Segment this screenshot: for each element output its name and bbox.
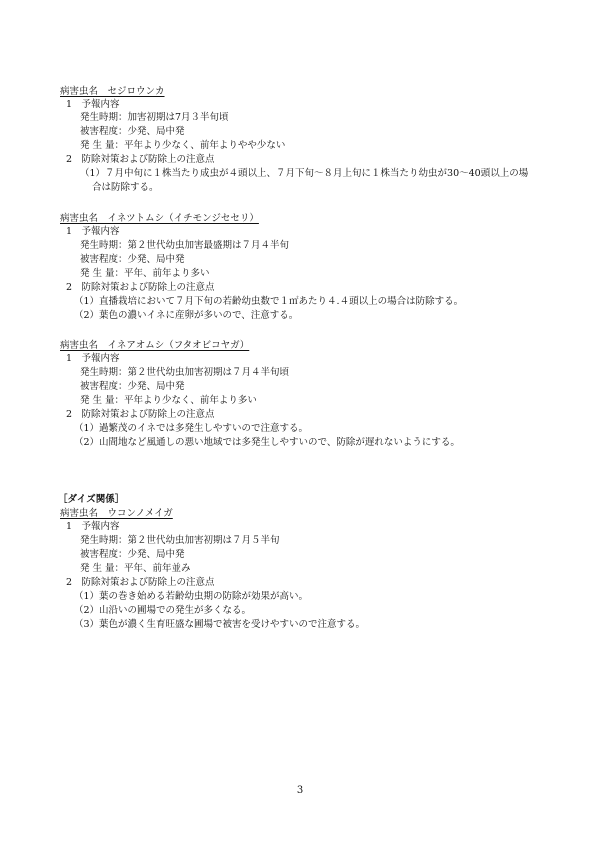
page-number: 3 bbox=[296, 785, 304, 796]
countermeasure-line: （2）山間地など風通しの悪い地域では多発生しやすいので、防除が遅れないようにする。 bbox=[74, 437, 460, 448]
forecast-line: 被害程度：少発、局中発 bbox=[80, 381, 185, 392]
category-heading: ［ダイズ関係］ bbox=[58, 494, 125, 505]
pest-heading: 病害虫名 セジロウンカ bbox=[60, 86, 165, 97]
forecast-line: 被害程度：少発、局中発 bbox=[80, 549, 185, 560]
countermeasure-line: （3）葉色が濃く生育旺盛な圃場で被害を受けやすいので注意する。 bbox=[74, 619, 366, 630]
forecast-line: 発生時期：第２世代幼虫加害初期は７月５半旬 bbox=[80, 535, 280, 546]
item-title: 2 防除対策および防除上の注意点 bbox=[66, 577, 215, 588]
item-title: 2 防除対策および防除上の注意点 bbox=[66, 154, 215, 165]
forecast-line: 発生時期：第２世代幼虫加害最盛期は７月４半旬 bbox=[80, 240, 290, 251]
forecast-line: 発 生 量：平年、前年並み bbox=[80, 563, 191, 574]
forecast-line: 発生時期：加害初期は7月３半旬頃 bbox=[80, 112, 229, 123]
forecast-line: 発 生 量：平年より少なく、前年より多い bbox=[80, 395, 257, 406]
item-title: 1 予報内容 bbox=[66, 99, 120, 110]
countermeasure-line: （1）直播栽培において７月下旬の若齢幼虫数で１㎡あたり４.４頭以上の場合は防除する。 bbox=[74, 296, 464, 307]
forecast-line: 被害程度：少発、局中発 bbox=[80, 254, 185, 265]
countermeasure-line: （2）山沿いの圃場での発生が多くなる。 bbox=[74, 605, 252, 616]
forecast-line: 被害程度：少発、局中発 bbox=[80, 126, 185, 137]
countermeasure-line: 合は防除する。 bbox=[92, 182, 159, 193]
forecast-line: 発生時期：第２世代幼虫加害初期は７月４半旬頃 bbox=[80, 367, 290, 378]
countermeasure-line: （2）葉色の濃いイネに産卵が多いので、注意する。 bbox=[74, 310, 299, 321]
pest-heading: 病害虫名 イネツトムシ（イチモンジセセリ） bbox=[60, 213, 259, 224]
item-title: 1 予報内容 bbox=[66, 226, 120, 237]
item-title: 2 防除対策および防除上の注意点 bbox=[66, 282, 215, 293]
countermeasure-line: （1）過繁茂のイネでは多発生しやすいので注意する。 bbox=[74, 423, 308, 434]
countermeasure-line: （1）７月中旬に１株当たり成虫が４頭以上、７月下旬～８月上旬に１株当たり幼虫が30～40頭以上の場 bbox=[80, 168, 529, 179]
item-title: 1 予報内容 bbox=[66, 521, 120, 532]
forecast-line: 発 生 量：平年より少なく、前年よりやや少ない bbox=[80, 140, 286, 151]
item-title: 1 予報内容 bbox=[66, 353, 120, 364]
item-title: 2 防除対策および防除上の注意点 bbox=[66, 409, 215, 420]
pest-heading: 病害虫名 ウコンノメイガ bbox=[60, 508, 173, 519]
forecast-line: 発 生 量：平年、前年より多い bbox=[80, 268, 210, 279]
countermeasure-line: （1）葉の巻き始める若齢幼虫期の防除が効果が高い。 bbox=[74, 591, 309, 602]
pest-heading: 病害虫名 イネアオムシ（フタオビコヤガ） bbox=[60, 340, 250, 351]
